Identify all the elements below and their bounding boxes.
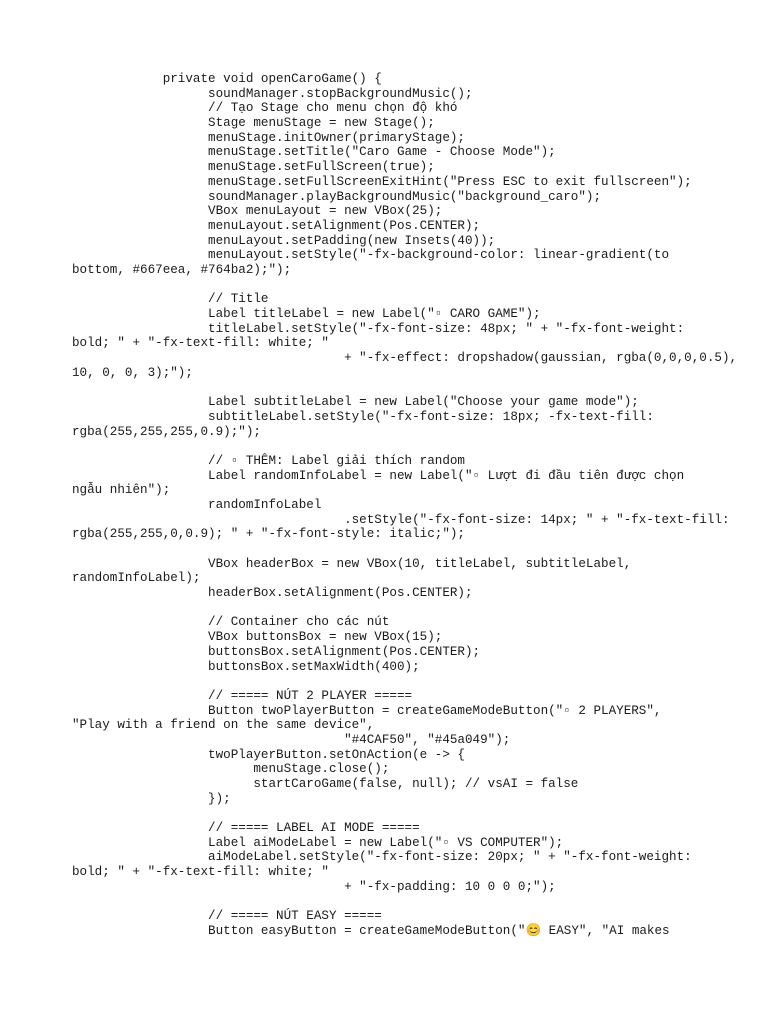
code-line bbox=[72, 278, 712, 293]
code-line: bottom, #667eea, #764ba2);"); bbox=[72, 262, 292, 277]
code-line: .setStyle("-fx-font-size: 14px; " + "-fx-text-fill: bbox=[72, 512, 730, 527]
code-line: // ===== NÚT 2 PLAYER ===== bbox=[72, 688, 413, 703]
code-line bbox=[72, 895, 712, 910]
code-line: rgba(255,255,0,0.9); " + "-fx-font-style: italic;"); bbox=[72, 527, 465, 542]
code-listing bbox=[72, 72, 738, 939]
code-line: // ▫ THÊM: Label giải thích random bbox=[72, 453, 465, 468]
code-line: randomInfoLabel); bbox=[72, 571, 201, 586]
code-line bbox=[72, 542, 712, 557]
code-line bbox=[72, 439, 712, 454]
code-line: "Play with a friend on the same device", bbox=[72, 718, 375, 733]
code-line: Label subtitleLabel = new Label("Choose your game mode"); bbox=[72, 395, 639, 410]
code-line: rgba(255,255,255,0.9);"); bbox=[72, 424, 261, 439]
code-line: bold; " + "-fx-text-fill: white; " bbox=[72, 865, 329, 880]
code-line: Label randomInfoLabel = new Label("▫ Lượt đi đầu tiên được chọn bbox=[72, 468, 685, 483]
code-line: + "-fx-effect: dropshadow(gaussian, rgba(0,0,0,0.5), bbox=[72, 351, 738, 366]
code-line: VBox buttonsBox = new VBox(15); bbox=[72, 630, 443, 645]
code-line: soundManager.playBackgroundMusic("background_caro"); bbox=[72, 189, 602, 204]
code-line bbox=[72, 674, 712, 689]
code-line: aiModeLabel.setStyle("-fx-font-size: 20px; " + "-fx-font-weight: bbox=[72, 850, 692, 865]
code-line: // Container cho các nút bbox=[72, 615, 390, 630]
code-line: buttonsBox.setAlignment(Pos.CENTER); bbox=[72, 644, 481, 659]
code-line: menuStage.setTitle("Caro Game - Choose Mode"); bbox=[72, 145, 556, 160]
code-line: bold; " + "-fx-text-fill: white; " bbox=[72, 336, 329, 351]
code-line bbox=[72, 380, 712, 395]
code-line: Label aiModeLabel = new Label("▫ VS COMPUTER"); bbox=[72, 835, 564, 850]
code-line: menuLayout.setPadding(new Insets(40)); bbox=[72, 233, 496, 248]
code-line: menuStage.initOwner(primaryStage); bbox=[72, 130, 465, 145]
code-line: menuStage.setFullScreen(true); bbox=[72, 160, 435, 175]
code-line: // Title bbox=[72, 292, 269, 307]
code-line: Button twoPlayerButton = createGameModeButton("▫ 2 PLAYERS", bbox=[72, 703, 662, 718]
code-line: private void openCaroGame() { bbox=[72, 72, 382, 86]
code-line: VBox headerBox = new VBox(10, titleLabel, subtitleLabel, bbox=[72, 556, 632, 571]
code-line: buttonsBox.setMaxWidth(400); bbox=[72, 659, 420, 674]
code-line bbox=[72, 601, 712, 616]
code-line: randomInfoLabel bbox=[72, 497, 322, 512]
code-line: // ===== NÚT EASY ===== bbox=[72, 909, 382, 924]
code-line: }); bbox=[72, 791, 231, 806]
code-line: Button easyButton = createGameModeButton("😊 EASY", "AI makes bbox=[72, 923, 670, 938]
code-line: soundManager.stopBackgroundMusic(); bbox=[72, 86, 473, 101]
code-line: // ===== LABEL AI MODE ===== bbox=[72, 821, 420, 836]
code-line: titleLabel.setStyle("-fx-font-size: 48px; " + "-fx-font-weight: bbox=[72, 321, 685, 336]
code-line: menuStage.setFullScreenExitHint("Press ESC to exit fullscreen"); bbox=[72, 174, 692, 189]
code-line: VBox menuLayout = new VBox(25); bbox=[72, 204, 443, 219]
code-line: subtitleLabel.setStyle("-fx-font-size: 18px; -fx-text-fill: bbox=[72, 409, 654, 424]
code-line: + "-fx-padding: 10 0 0 0;"); bbox=[72, 879, 556, 894]
code-line: ngẫu nhiên"); bbox=[72, 483, 171, 498]
code-line: Stage menuStage = new Stage(); bbox=[72, 116, 435, 131]
code-line: twoPlayerButton.setOnAction(e -> { bbox=[72, 747, 465, 762]
code-line: // Tạo Stage cho menu chọn độ khó bbox=[72, 101, 458, 116]
code-line: "#4CAF50", "#45a049"); bbox=[72, 732, 511, 747]
code-line bbox=[72, 806, 712, 821]
code-line: headerBox.setAlignment(Pos.CENTER); bbox=[72, 586, 473, 601]
code-line: menuStage.close(); bbox=[72, 762, 390, 777]
code-line: 10, 0, 0, 3);"); bbox=[72, 365, 193, 380]
code-line: menuLayout.setStyle("-fx-background-color: linear-gradient(to bbox=[72, 248, 670, 263]
code-line: startCaroGame(false, null); // vsAI = false bbox=[72, 777, 579, 791]
code-line: Label titleLabel = new Label("▫ CARO GAME"); bbox=[72, 307, 541, 321]
code-line: menuLayout.setAlignment(Pos.CENTER); bbox=[72, 218, 481, 233]
